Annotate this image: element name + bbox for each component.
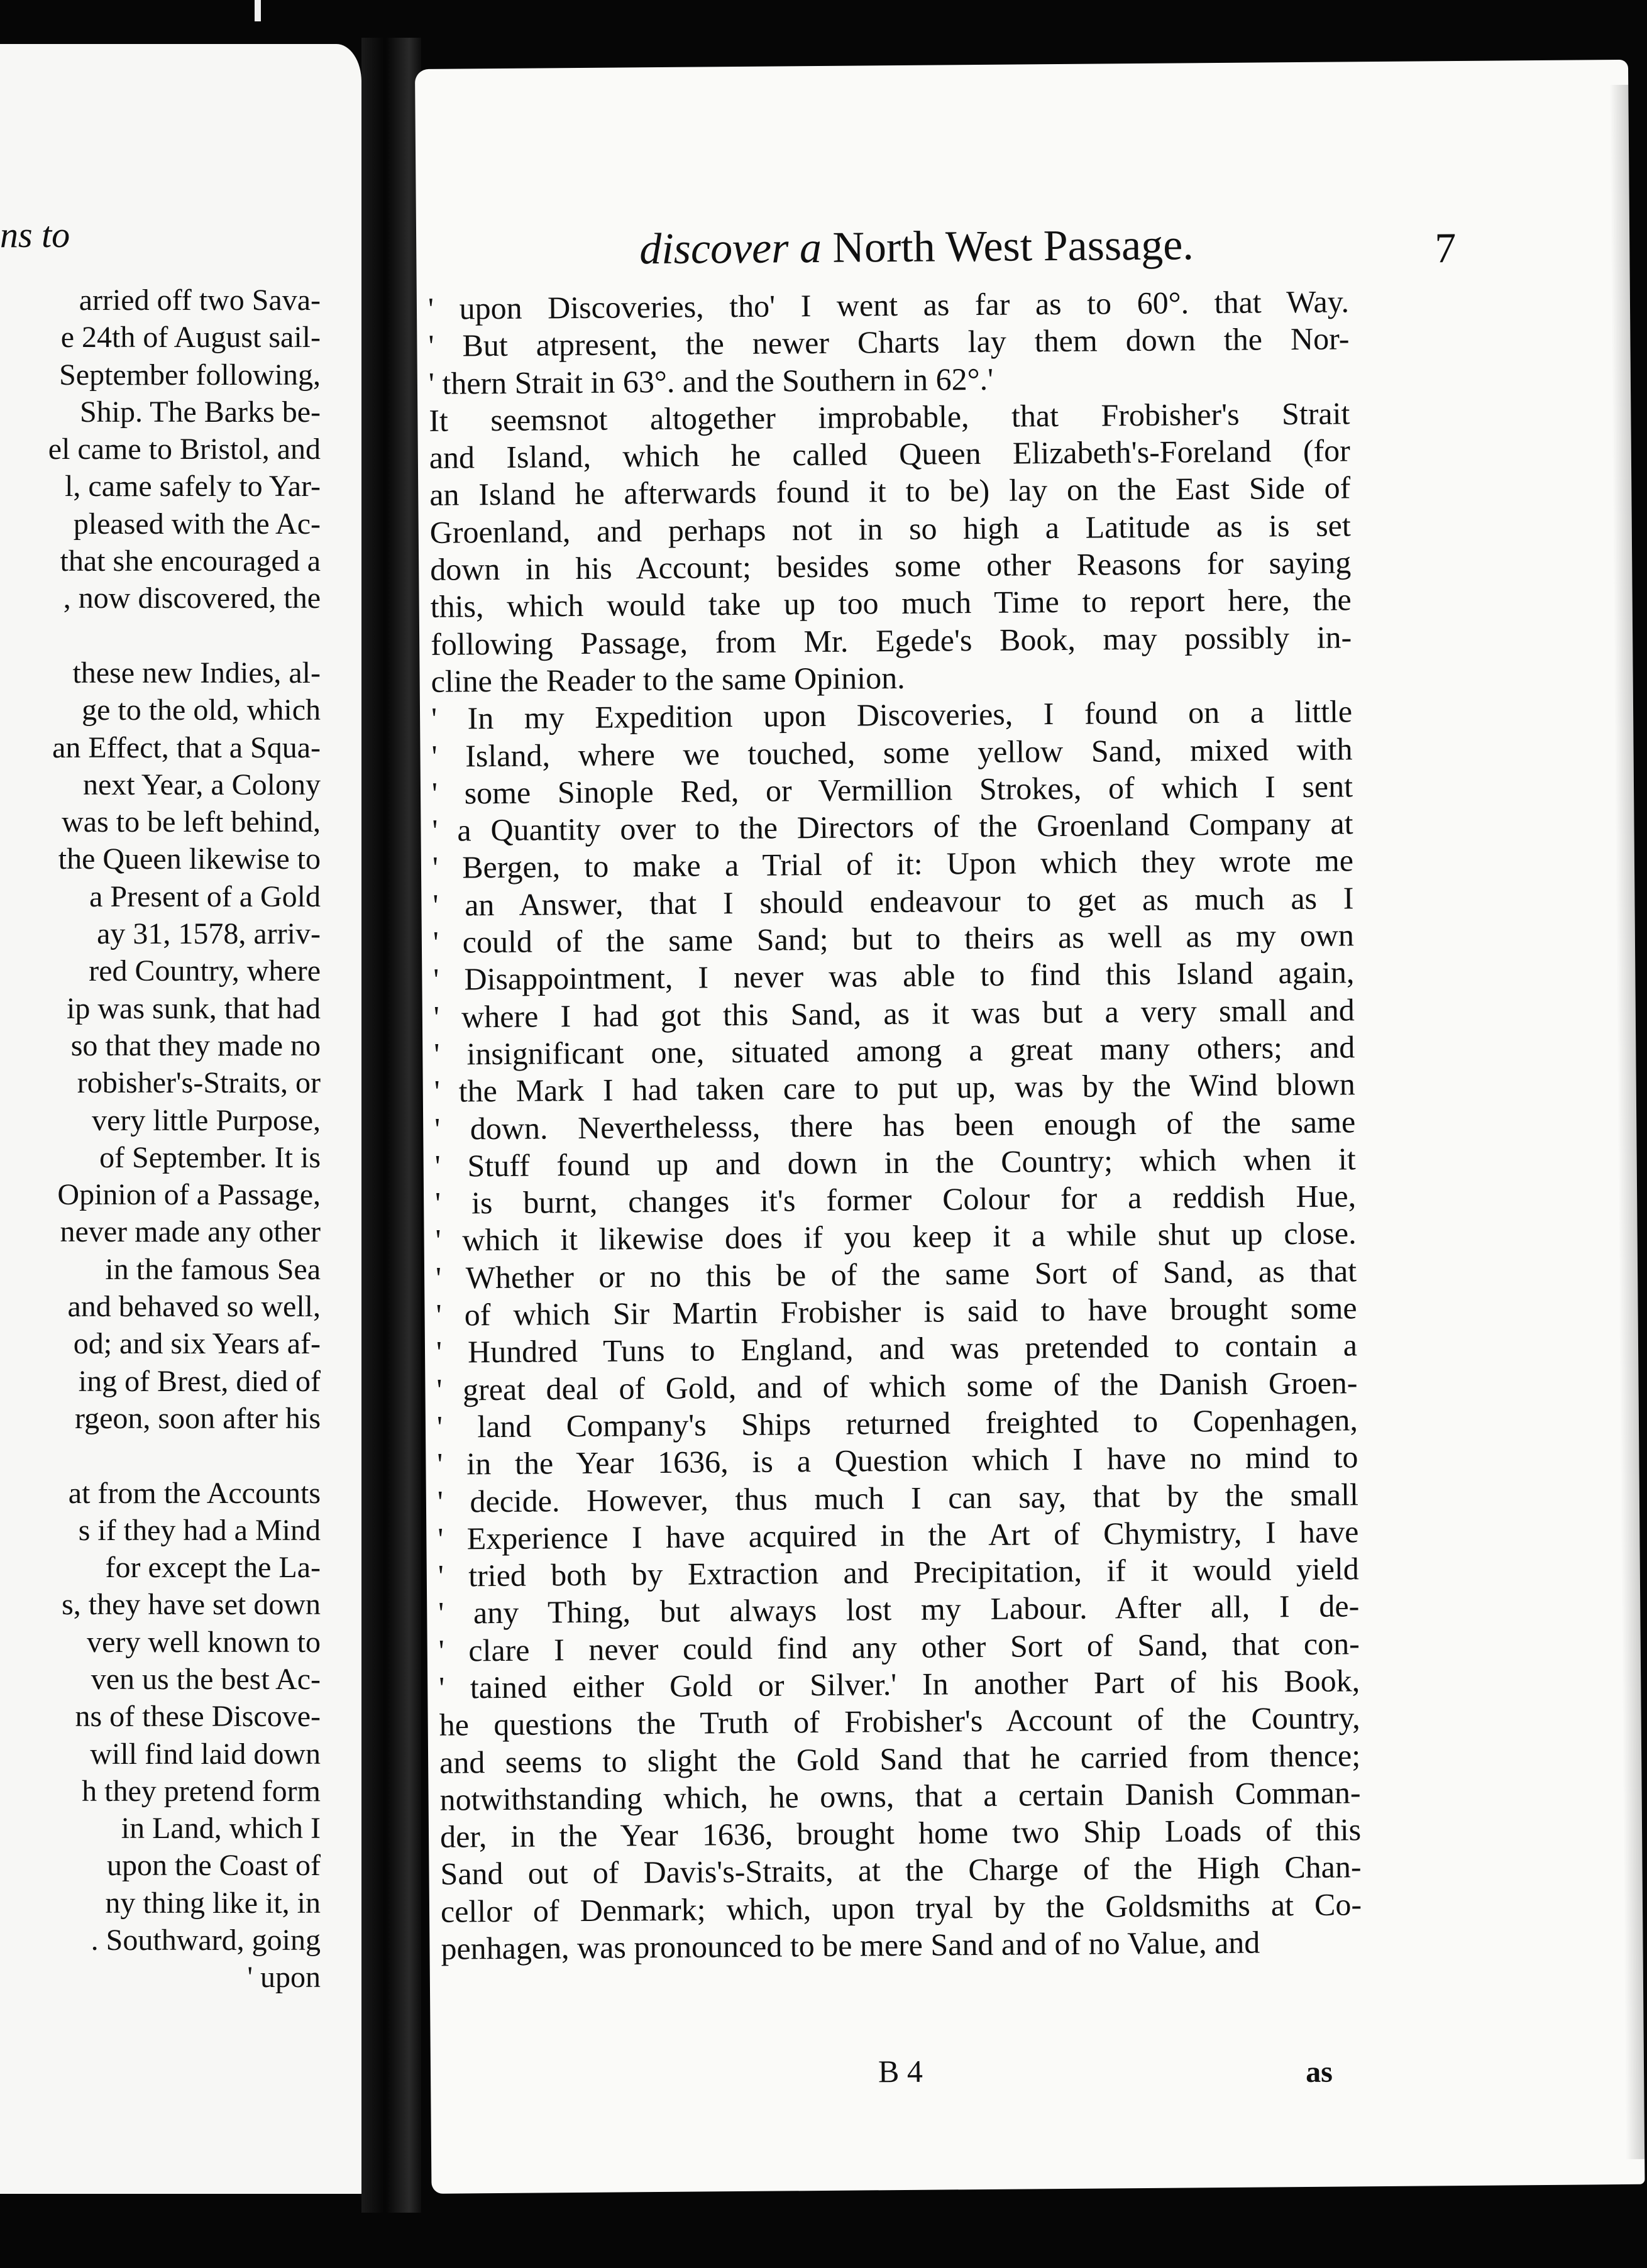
left-page-line: a Present of a Gold xyxy=(89,879,321,913)
left-page-line: in the famous Sea xyxy=(105,1252,321,1286)
right-page-line: ' a Quantity over to the Directors of the Groenland Company at xyxy=(432,805,1353,848)
right-page-line: notwithstanding which, he owns, that a certain Danish Comman- xyxy=(439,1775,1361,1817)
right-running-head xyxy=(639,220,1194,275)
left-page xyxy=(0,44,361,2194)
right-page-line: an Island he afterwards found it to be) lay on the East Side of xyxy=(429,470,1351,513)
right-page-line: ' upon Discoveries, tho' I went as far as to 60°. that Way. xyxy=(427,284,1350,326)
left-page-line: will find laid down xyxy=(90,1737,321,1771)
right-page-line: ' Stuff found up and down in the Country; which when it xyxy=(434,1141,1356,1184)
right-page-line: Sand out of Davis's-Straits, at the Charge of the High Chan- xyxy=(440,1849,1362,1892)
book-gutter xyxy=(361,38,421,2213)
right-page-line: penhagen, was pronounced to be mere Sand and of no Value, and xyxy=(441,1924,1260,1966)
right-page-line: ' tried both by Extraction and Precipitation, if it would yield xyxy=(438,1551,1360,1594)
left-page-line: ing of Brest, died of xyxy=(78,1364,321,1398)
left-page-line: arried off two Sava- xyxy=(79,284,321,317)
right-page-line: ' of which Sir Martin Frobisher is said to have brought some xyxy=(436,1290,1357,1333)
left-page-line: s if they had a Mind xyxy=(78,1513,321,1547)
right-page-line: ' some Sinople Red, or Vermillion Strokes, of which I sent xyxy=(431,768,1353,811)
left-page-line xyxy=(0,617,321,654)
right-page-line: ' which it likewise does if you keep it a while shut up close. xyxy=(435,1215,1357,1258)
left-page-line: red Country, where xyxy=(89,954,321,988)
right-page-line: ' Experience I have acquired in the Art of Chymistry, I have xyxy=(438,1514,1359,1556)
right-page-text xyxy=(428,283,1362,1968)
scan-artifact xyxy=(255,0,261,21)
right-page xyxy=(415,60,1644,2194)
right-page-line: ' decide. However, thus much I can say, that by the small xyxy=(437,1476,1359,1519)
left-page-line: the Queen likewise to xyxy=(58,842,321,876)
right-page-line: ' Disappointment, I never was able to find this Island again, xyxy=(433,954,1355,998)
right-page-line: ' Whether or no this be of the same Sort of Sand, as that xyxy=(435,1253,1357,1296)
left-page-line: ' upon xyxy=(247,1961,321,1995)
left-page-line: ay 31, 1578, arriv- xyxy=(97,917,321,951)
left-page-line: , now discovered, the xyxy=(63,581,321,615)
right-page-line: and seems to slight the Gold Sand that he carried from thence; xyxy=(439,1737,1361,1780)
left-page-line: in Land, which I xyxy=(121,1812,321,1846)
right-page-line: ' great deal of Gold, and of which some of the Danish Groen- xyxy=(436,1364,1358,1407)
left-page-line: very well known to xyxy=(87,1625,321,1659)
right-page-line: ' in the Year 1636, is a Question which I have no mind to xyxy=(437,1439,1358,1482)
left-page-line: was to be left behind, xyxy=(62,805,321,839)
right-page-line: ' any Thing, but always lost my Labour. After all, I de- xyxy=(438,1588,1360,1631)
left-page-line: h they pretend form xyxy=(82,1774,321,1808)
running-head-italic: discover a xyxy=(639,223,822,274)
left-page-line: never made any other xyxy=(60,1215,321,1249)
right-page-line: ' Hundred Tuns to England, and was pretended to contain a xyxy=(436,1327,1358,1370)
right-page-line: ' Island, where we touched, some yellow Sand, mixed with xyxy=(431,730,1353,774)
left-page-line: . Southward, going xyxy=(91,1924,321,1957)
left-page-line: pleased with the Ac- xyxy=(73,507,321,541)
left-page-line: ge to the old, which xyxy=(82,693,321,727)
left-page-line: ns of these Discove- xyxy=(75,1700,321,1734)
right-page-line: ' down. Neverthelesss, there has been enough of the same xyxy=(434,1103,1356,1147)
right-page-line: following Passage, from Mr. Egede's Book, may possibly in- xyxy=(430,619,1352,662)
left-page-line: el came to Bristol, and xyxy=(48,432,321,466)
left-page-line: Ship. The Barks be- xyxy=(79,395,321,429)
right-page-line: ' could of the same Sand; but to theirs as well as my own xyxy=(432,917,1355,960)
right-page-line: ' the Mark I had taken care to put up, was by the Wind blown xyxy=(434,1066,1355,1109)
left-page-line: very little Purpose, xyxy=(92,1103,321,1137)
right-page-line: It seemsnot altogether improbable, that Frobisher's Strait xyxy=(429,395,1350,438)
left-page-line: s, they have set down xyxy=(62,1588,321,1622)
left-page-line: and behaved so well, xyxy=(67,1290,321,1324)
left-page-line: for except the La- xyxy=(105,1551,321,1585)
left-page-line: so that they made no xyxy=(70,1028,321,1062)
page-number: 7 xyxy=(1434,224,1457,272)
left-page-text xyxy=(0,282,321,1996)
right-page-line: down in his Account; besides some other Reasons for saying xyxy=(430,544,1352,587)
left-page-line: next Year, a Colony xyxy=(82,768,321,801)
right-page-line: ' where I had got this Sand, as it was but a very small and xyxy=(433,991,1355,1035)
catchword: as xyxy=(1305,2055,1333,2089)
left-page-line: Opinion of a Passage, xyxy=(57,1178,321,1212)
left-page-line: ven us the best Ac- xyxy=(91,1662,321,1696)
left-page-line: these new Indies, al- xyxy=(72,656,321,690)
right-page-line: ' But atpresent, the newer Charts lay them down the Nor- xyxy=(428,321,1350,364)
left-running-head: ns to xyxy=(0,214,70,255)
left-page-line: of September. It is xyxy=(99,1140,321,1174)
right-page-line: ' Bergen, to make a Trial of it: Upon which they wrote me xyxy=(432,842,1354,886)
right-page-line: der, in the Year 1636, brought home two Ship Loads of this xyxy=(439,1812,1362,1854)
right-page-line: ' clare I never could find any other Sort of Sand, that con- xyxy=(438,1625,1360,1668)
right-page-line: ' land Company's Ships returned freighted to Copenhagen, xyxy=(436,1402,1358,1445)
right-page-line: ' tained either Gold or Silver.' In another Part of his Book, xyxy=(439,1663,1360,1705)
left-page-line: an Effect, that a Squa- xyxy=(52,730,321,764)
right-page-line: ' In my Expedition upon Discoveries, I found on a little xyxy=(431,693,1353,737)
left-page-line: upon the Coast of xyxy=(107,1849,321,1883)
left-page-line: that she encouraged a xyxy=(60,544,321,578)
left-page-line: ip was sunk, that had xyxy=(67,991,321,1025)
left-page-line: robisher's-Straits, or xyxy=(77,1066,321,1100)
left-page-line: ny thing like it, in xyxy=(105,1886,321,1920)
right-page-line: ' insignificant one, situated among a great many others; and xyxy=(434,1029,1355,1072)
signature-mark: B 4 xyxy=(878,2053,923,2089)
right-page-line: ' is burnt, changes it's former Colour for a reddish Hue, xyxy=(434,1178,1357,1221)
right-page-line: and Island, which he called Queen Elizabeth's-Foreland (for xyxy=(429,432,1351,476)
left-page-line: l, came safely to Yar- xyxy=(65,470,321,504)
left-page-line: at from the Accounts xyxy=(68,1476,321,1510)
right-page-line: ' an Answer, that I should endeavour to get as much as I xyxy=(432,880,1354,923)
right-page-line: cellor of Denmark; which, upon tryal by the Goldsmiths at Co- xyxy=(440,1886,1362,1929)
left-page-line: rgeon, soon after his xyxy=(74,1401,321,1435)
right-page-line: ' thern Strait in 63°. and the Southern in 62°.' xyxy=(428,361,994,401)
right-page-line: cline the Reader to the same Opinion. xyxy=(431,659,905,699)
left-page-line xyxy=(0,1437,321,1474)
left-page-line: September following, xyxy=(59,358,321,392)
right-page-line: this, which would take up too much Time to report here, the xyxy=(430,581,1352,625)
left-page-line: e 24th of August sail- xyxy=(60,321,321,355)
right-page-line: Groenland, and perhaps not in so high a Latitude as is set xyxy=(429,507,1351,550)
right-page-line: he questions the Truth of Frobisher's Account of the Country, xyxy=(439,1700,1360,1743)
left-page-line: od; and six Years af- xyxy=(73,1327,321,1361)
running-head-roman: North West Passage. xyxy=(832,221,1194,272)
